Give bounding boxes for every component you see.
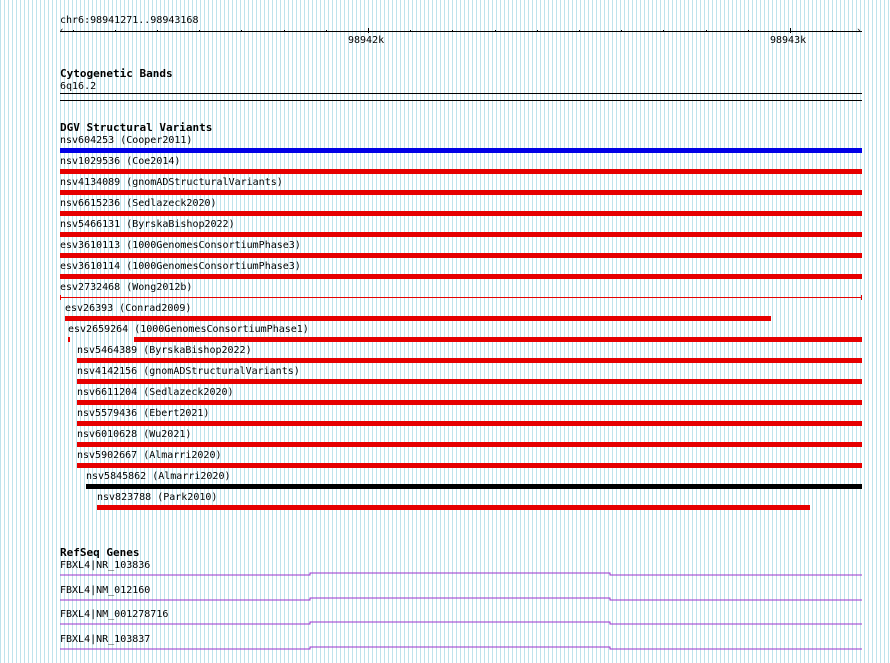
dgv-variant-label[interactable]: esv2732468 (Wong2012b) <box>60 282 193 293</box>
dgv-variant-bar[interactable] <box>77 463 862 468</box>
scroll-left-arrow-icon[interactable]: ‹ <box>59 26 65 36</box>
ruler-minor-tick <box>495 30 496 32</box>
dgv-variant-bar[interactable] <box>65 316 771 321</box>
refseq-gene-model[interactable] <box>60 645 862 651</box>
dgv-variant-bar[interactable] <box>77 358 862 363</box>
ruler-minor-tick <box>832 30 833 32</box>
dgv-variant-bar[interactable] <box>77 379 862 384</box>
ruler-minor-tick <box>579 30 580 32</box>
ruler-minor-tick <box>410 30 411 32</box>
dgv-variant-label[interactable]: esv26393 (Conrad2009) <box>65 303 192 314</box>
ruler-minor-tick <box>621 30 622 32</box>
dgv-variant-bar[interactable] <box>60 232 862 237</box>
dgv-variant-bar[interactable] <box>60 211 862 216</box>
dgv-variant-label[interactable]: nsv5902667 (Almarri2020) <box>77 450 222 461</box>
ruler-minor-tick <box>284 30 285 32</box>
dgv-variant-endcap <box>60 295 61 300</box>
dgv-variant-label[interactable]: nsv5464389 (ByrskaBishop2022) <box>77 345 252 356</box>
dgv-variant-label[interactable]: nsv4134089 (gnomADStructuralVariants) <box>60 177 283 188</box>
ruler-minor-tick <box>748 30 749 32</box>
refseq-gene-label[interactable]: FBXL4|NM_012160 <box>60 585 151 596</box>
dgv-variant-label[interactable]: nsv5579436 (Ebert2021) <box>77 408 210 419</box>
refseq-gene-label[interactable]: FBXL4|NR_103836 <box>60 560 151 571</box>
refseq-gene-model[interactable] <box>60 596 862 602</box>
ruler-minor-tick <box>199 30 200 32</box>
refseq-gene-label[interactable]: FBXL4|NR_103837 <box>60 634 151 645</box>
dgv-variant-label[interactable]: nsv604253 (Cooper2011) <box>60 135 193 146</box>
dgv-variant-bar[interactable] <box>77 442 862 447</box>
scroll-right-arrow-icon[interactable]: › <box>856 26 862 36</box>
dgv-variant-bar[interactable] <box>86 484 862 489</box>
dgv-variant-endcap <box>861 295 862 300</box>
dgv-variant-label[interactable]: nsv1029536 (Coe2014) <box>60 156 181 167</box>
dgv-variant-label[interactable]: esv2659264 (1000GenomesConsortiumPhase1) <box>68 324 309 335</box>
refseq-gene-model[interactable] <box>60 620 862 626</box>
dgv-variant-label[interactable]: nsv4142156 (gnomADStructuralVariants) <box>77 366 300 377</box>
dgv-variant-bar[interactable] <box>60 169 862 174</box>
dgv-variant-bar-fragment[interactable] <box>68 337 70 342</box>
dgv-variant-bar[interactable] <box>60 148 862 153</box>
ruler-minor-tick <box>115 30 116 32</box>
ruler-minor-tick <box>706 30 707 32</box>
dgv-variant-label[interactable]: nsv5466131 (ByrskaBishop2022) <box>60 219 235 230</box>
ruler-tick-label: 98943k <box>770 35 807 46</box>
ruler-minor-tick <box>537 30 538 32</box>
refseq-track-title[interactable]: RefSeq Genes <box>60 546 140 559</box>
track-divider <box>60 100 862 101</box>
cytobands-track-title[interactable]: Cytogenetic Bands <box>60 67 173 80</box>
dgv-variant-label[interactable]: nsv5845862 (Almarri2020) <box>86 471 231 482</box>
dgv-variant-bar[interactable] <box>60 253 862 258</box>
refseq-gene-model[interactable] <box>60 571 862 577</box>
ruler-minor-tick <box>790 30 791 32</box>
dgv-variant-label[interactable]: nsv6615236 (Sedlazeck2020) <box>60 198 217 209</box>
dgv-variant-bar[interactable] <box>134 337 862 342</box>
ruler-minor-tick <box>157 30 158 32</box>
dgv-variant-bar[interactable] <box>60 297 862 298</box>
ruler-tick-label: 98942k <box>348 35 385 46</box>
refseq-gene-label[interactable]: FBXL4|NM_001278716 <box>60 609 169 620</box>
dgv-variant-bar[interactable] <box>60 190 862 195</box>
dgv-variant-label[interactable]: nsv6611204 (Sedlazeck2020) <box>77 387 234 398</box>
dgv-variant-label[interactable]: esv3610114 (1000GenomesConsortiumPhase3) <box>60 261 301 272</box>
cytoband-label: 6q16.2 <box>60 81 97 92</box>
dgv-variant-label[interactable]: nsv823788 (Park2010) <box>97 492 218 503</box>
ruler-minor-tick <box>241 30 242 32</box>
ruler-minor-tick <box>326 30 327 32</box>
ruler-position: chr6:98941271..98943168 <box>60 15 199 26</box>
cytoband-bar[interactable] <box>60 93 862 94</box>
dgv-track-title[interactable]: DGV Structural Variants <box>60 121 213 134</box>
dgv-variant-label[interactable]: esv3610113 (1000GenomesConsortiumPhase3) <box>60 240 301 251</box>
ruler-minor-tick <box>368 30 369 32</box>
dgv-variant-bar[interactable] <box>77 400 862 405</box>
dgv-variant-bar[interactable] <box>77 421 862 426</box>
ruler-minor-tick <box>663 30 664 32</box>
dgv-variant-bar[interactable] <box>60 274 862 279</box>
dgv-variant-label[interactable]: nsv6010628 (Wu2021) <box>77 429 192 440</box>
ruler-minor-tick <box>73 30 74 32</box>
ruler-axis[interactable] <box>60 31 862 32</box>
ruler-minor-tick <box>452 30 453 32</box>
dgv-variant-bar[interactable] <box>97 505 810 510</box>
